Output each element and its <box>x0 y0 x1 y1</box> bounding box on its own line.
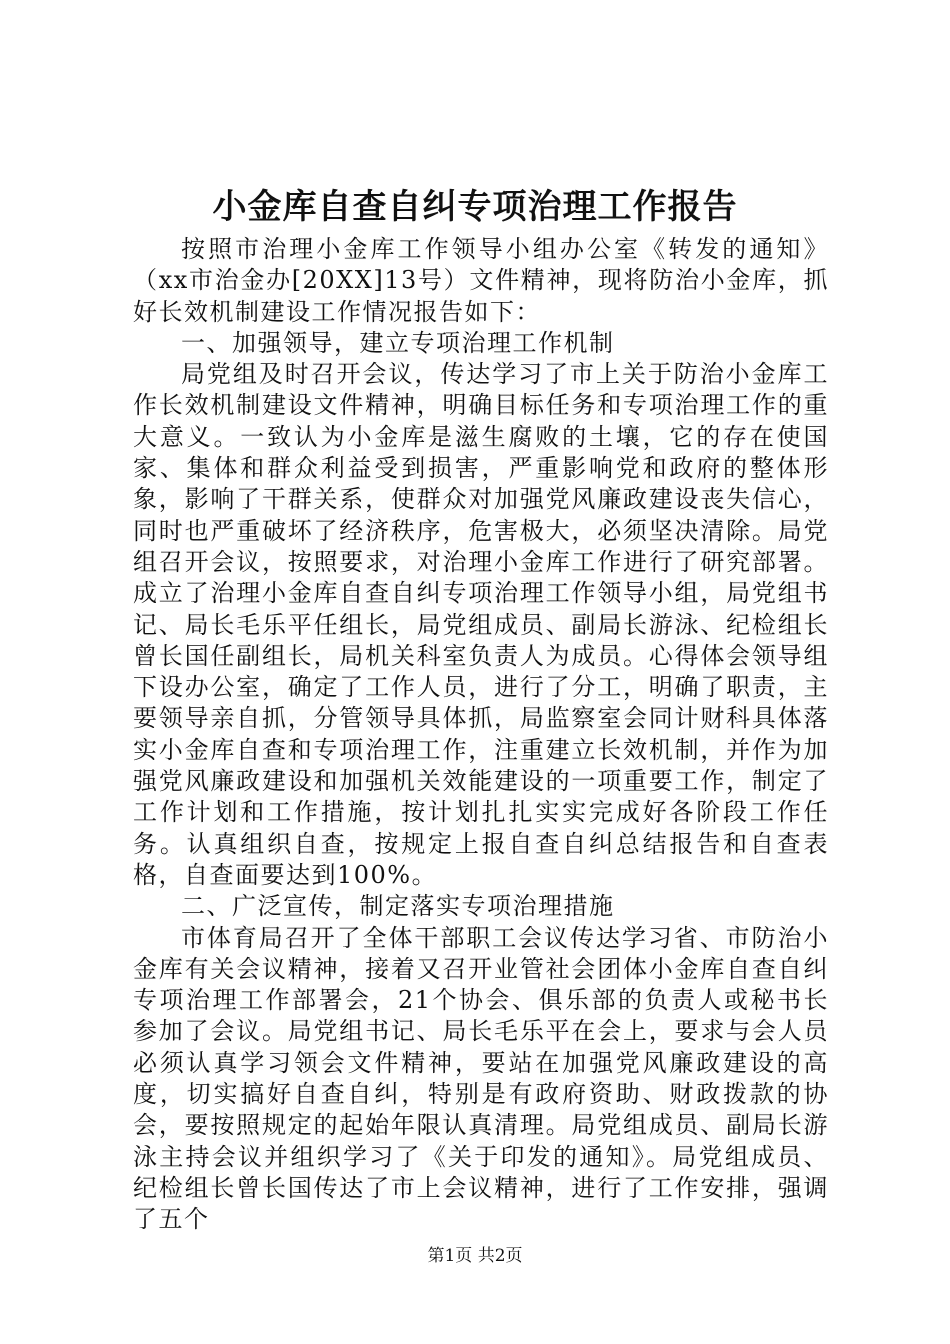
document-title: 小金库自查自纠专项治理工作报告 <box>212 187 738 227</box>
section-heading-1: 一、加强领导，建立专项治理工作机制 <box>181 328 615 357</box>
section-2-paragraph: 市体育局召开了全体干部职工会议传达学习省、市防治小金库有关会议精神，接着又召开业管社会团体小金库自查自纠专项治理工作部署会，21个协会、俱乐部的负责人或秘书长参加了会议。局党组书记、局长毛乐平在会上，要求与会人员必须认真学习领会文件精神，要站在加强党风廉政建设的高度，切实搞好自查自纠，特别是有政府资助、财政拨款的协会，要按照规定的起始年限认真清理。局党组成员、副局长游泳主持会议并组织学习了《关于印发的通知》。局党组成员、纪检组长曾长国传达了市上会议精神，进行了工作安排，强调了五个 <box>133 923 829 1234</box>
document-body <box>133 234 829 1236</box>
section-heading-2: 二、广泛宣传，制定落实专项治理措施 <box>181 892 615 921</box>
page-footer: 第1页 共2页 <box>427 1246 523 1266</box>
section-1-paragraph: 局党组及时召开会议，传达学习了市上关于防治小金库工作长效机制建设文件精神，明确目标任务和专项治理工作的重大意义。一致认为小金库是滋生腐败的土壤，它的存在使国家、集体和群众利益受到损害，严重影响党和政府的整体形象，影响了干群关系，使群众对加强党风廉政建设丧失信心，同时也严重破坏了经济秩序，危害极大，必须坚决清除。局党组召开会议，按照要求，对治理小金库工作进行了研究部署。成立了治理小金库自查自纠专项治理工作领导小组，局党组书记、局长毛乐平任组长，局党组成员、副局长游泳、纪检组长曾长国任副组长，局机关科室负责人为成员。心得体会领导组下设办公室，确定了工作人员，进行了分工，明确了职责，主要领导亲自抓，分管领导具体抓，局监察室会同计财科具体落实小金库自查和专项治理工作，注重建立长效机制，并作为加强党风廉政建设和加强机关效能建设的一项重要工作，制定了工作计划和工作措施，按计划扎扎实实完成好各阶段工作任务。认真组织自查，按规定上报自查自纠总结报告和自查表格，自查面要达到100%。 <box>133 360 829 889</box>
intro-paragraph: 按照市治理小金库工作领导小组办公室《转发的通知》（xx市治金办[20XX]13号）文件精神，现将防治小金库，抓好长效机制建设工作情况报告如下： <box>133 235 829 326</box>
